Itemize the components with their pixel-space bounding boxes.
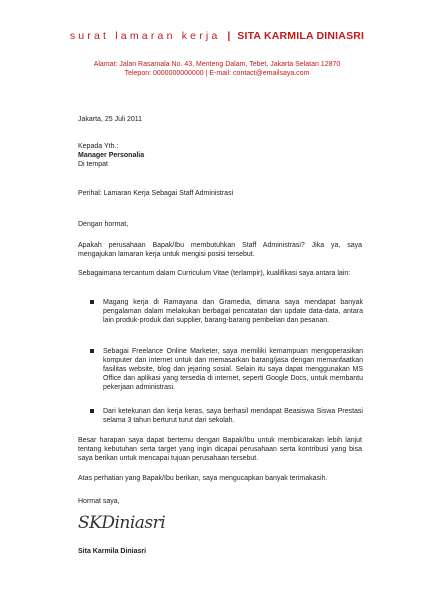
letterhead-tagline: surat lamaran kerja	[69, 30, 221, 42]
qualification-list	[103, 298, 363, 325]
list-item	[103, 347, 363, 392]
bullet-icon	[90, 349, 94, 353]
address-block	[0, 60, 434, 78]
salutation: Dengan hormat,	[78, 221, 129, 228]
bullet-icon	[90, 300, 94, 304]
sender-name: Sita Karmila Diniasri	[78, 548, 147, 555]
letterhead	[0, 30, 434, 43]
recipient-title: Manager Personalia	[78, 152, 145, 159]
list-item-text: Dari ketekunan dan kerja keras, saya berhasil mendapat Beasiswa Siswa Prestasi selama 3 tahun berturut turut dari sekolah.	[103, 408, 363, 424]
recipient-location: Di tempat	[78, 161, 108, 168]
closing-paragraph: Besar harapan saya dapat bertemu dengan Bapak/Ibu untuk membicarakan lebih lanjut tentang kebutuhan serta target yang ingin dicapai perusahaan serta kontribusi yang bisa saya berikan untuk mencapai tujuan perusahaan tersebut.	[78, 437, 362, 462]
bullet-icon	[90, 409, 94, 413]
letterhead-name: SITA KARMILA DINIASRI	[237, 30, 365, 42]
signature: SKDiniasri	[78, 513, 166, 533]
recipient-greeting: Kepada Yth.:	[78, 143, 119, 150]
list-item-text: Sebagai Freelance Online Marketer, saya memiliki kemampuan mengoperasikan komputer dan internet untuk dan memasarkan barang/jasa dengan memanfaatkan fasilitas website, blog dan jejaring sosial. Selain itu saya dapat menggunakan MS Office dan aplikasi yang tersedia di internet, seperti Google Docs, untuk membantu pekerjaan administrasi.	[103, 348, 363, 391]
letter-date: Jakarta, 25 Juli 2011	[78, 116, 143, 123]
qualification-list	[103, 407, 363, 425]
contact-line: Telepon: 0000000000000 | E-mail: contact@emailsaya.com	[124, 70, 310, 77]
letterhead-separator: |	[227, 30, 231, 42]
thanks-paragraph: Atas perhatian yang Bapak/Ibu berikan, saya mengucapkan banyak terimakasih.	[78, 475, 328, 482]
list-item	[103, 298, 363, 325]
address-line: Alamat: Jalan Rasamala No. 43, Menteng Dalam, Tebet, Jakarta Selatan 12870	[93, 61, 341, 68]
recipient-block	[78, 142, 362, 169]
qualification-list	[103, 347, 363, 392]
signoff: Hormat saya,	[78, 498, 120, 505]
list-item	[103, 407, 363, 425]
list-item-text: Magang kerja di Ramayana dan Gramedia, dimana saya mendapat banyak pengalaman dalam melakukan berbagai pencatatan dan update data-data, antara lain produk-produk dari supplier, barang-barang pembelian dan pesanan.	[103, 299, 363, 324]
subject-line: Perihal: Lamaran Kerja Sebagai Staff Administrasi	[78, 190, 234, 197]
cv-paragraph: Sebagaimana tercantum dalam Curriculum Vitae (terlampir), kualifikasi saya antara lain:	[78, 270, 351, 277]
intro-paragraph: Apakah perusahaan Bapak/Ibu membutuhkan Staff Administrasi? Jika ya, saya mengajukan lamaran kerja untuk mengisi posisi tersebut.	[78, 242, 362, 258]
